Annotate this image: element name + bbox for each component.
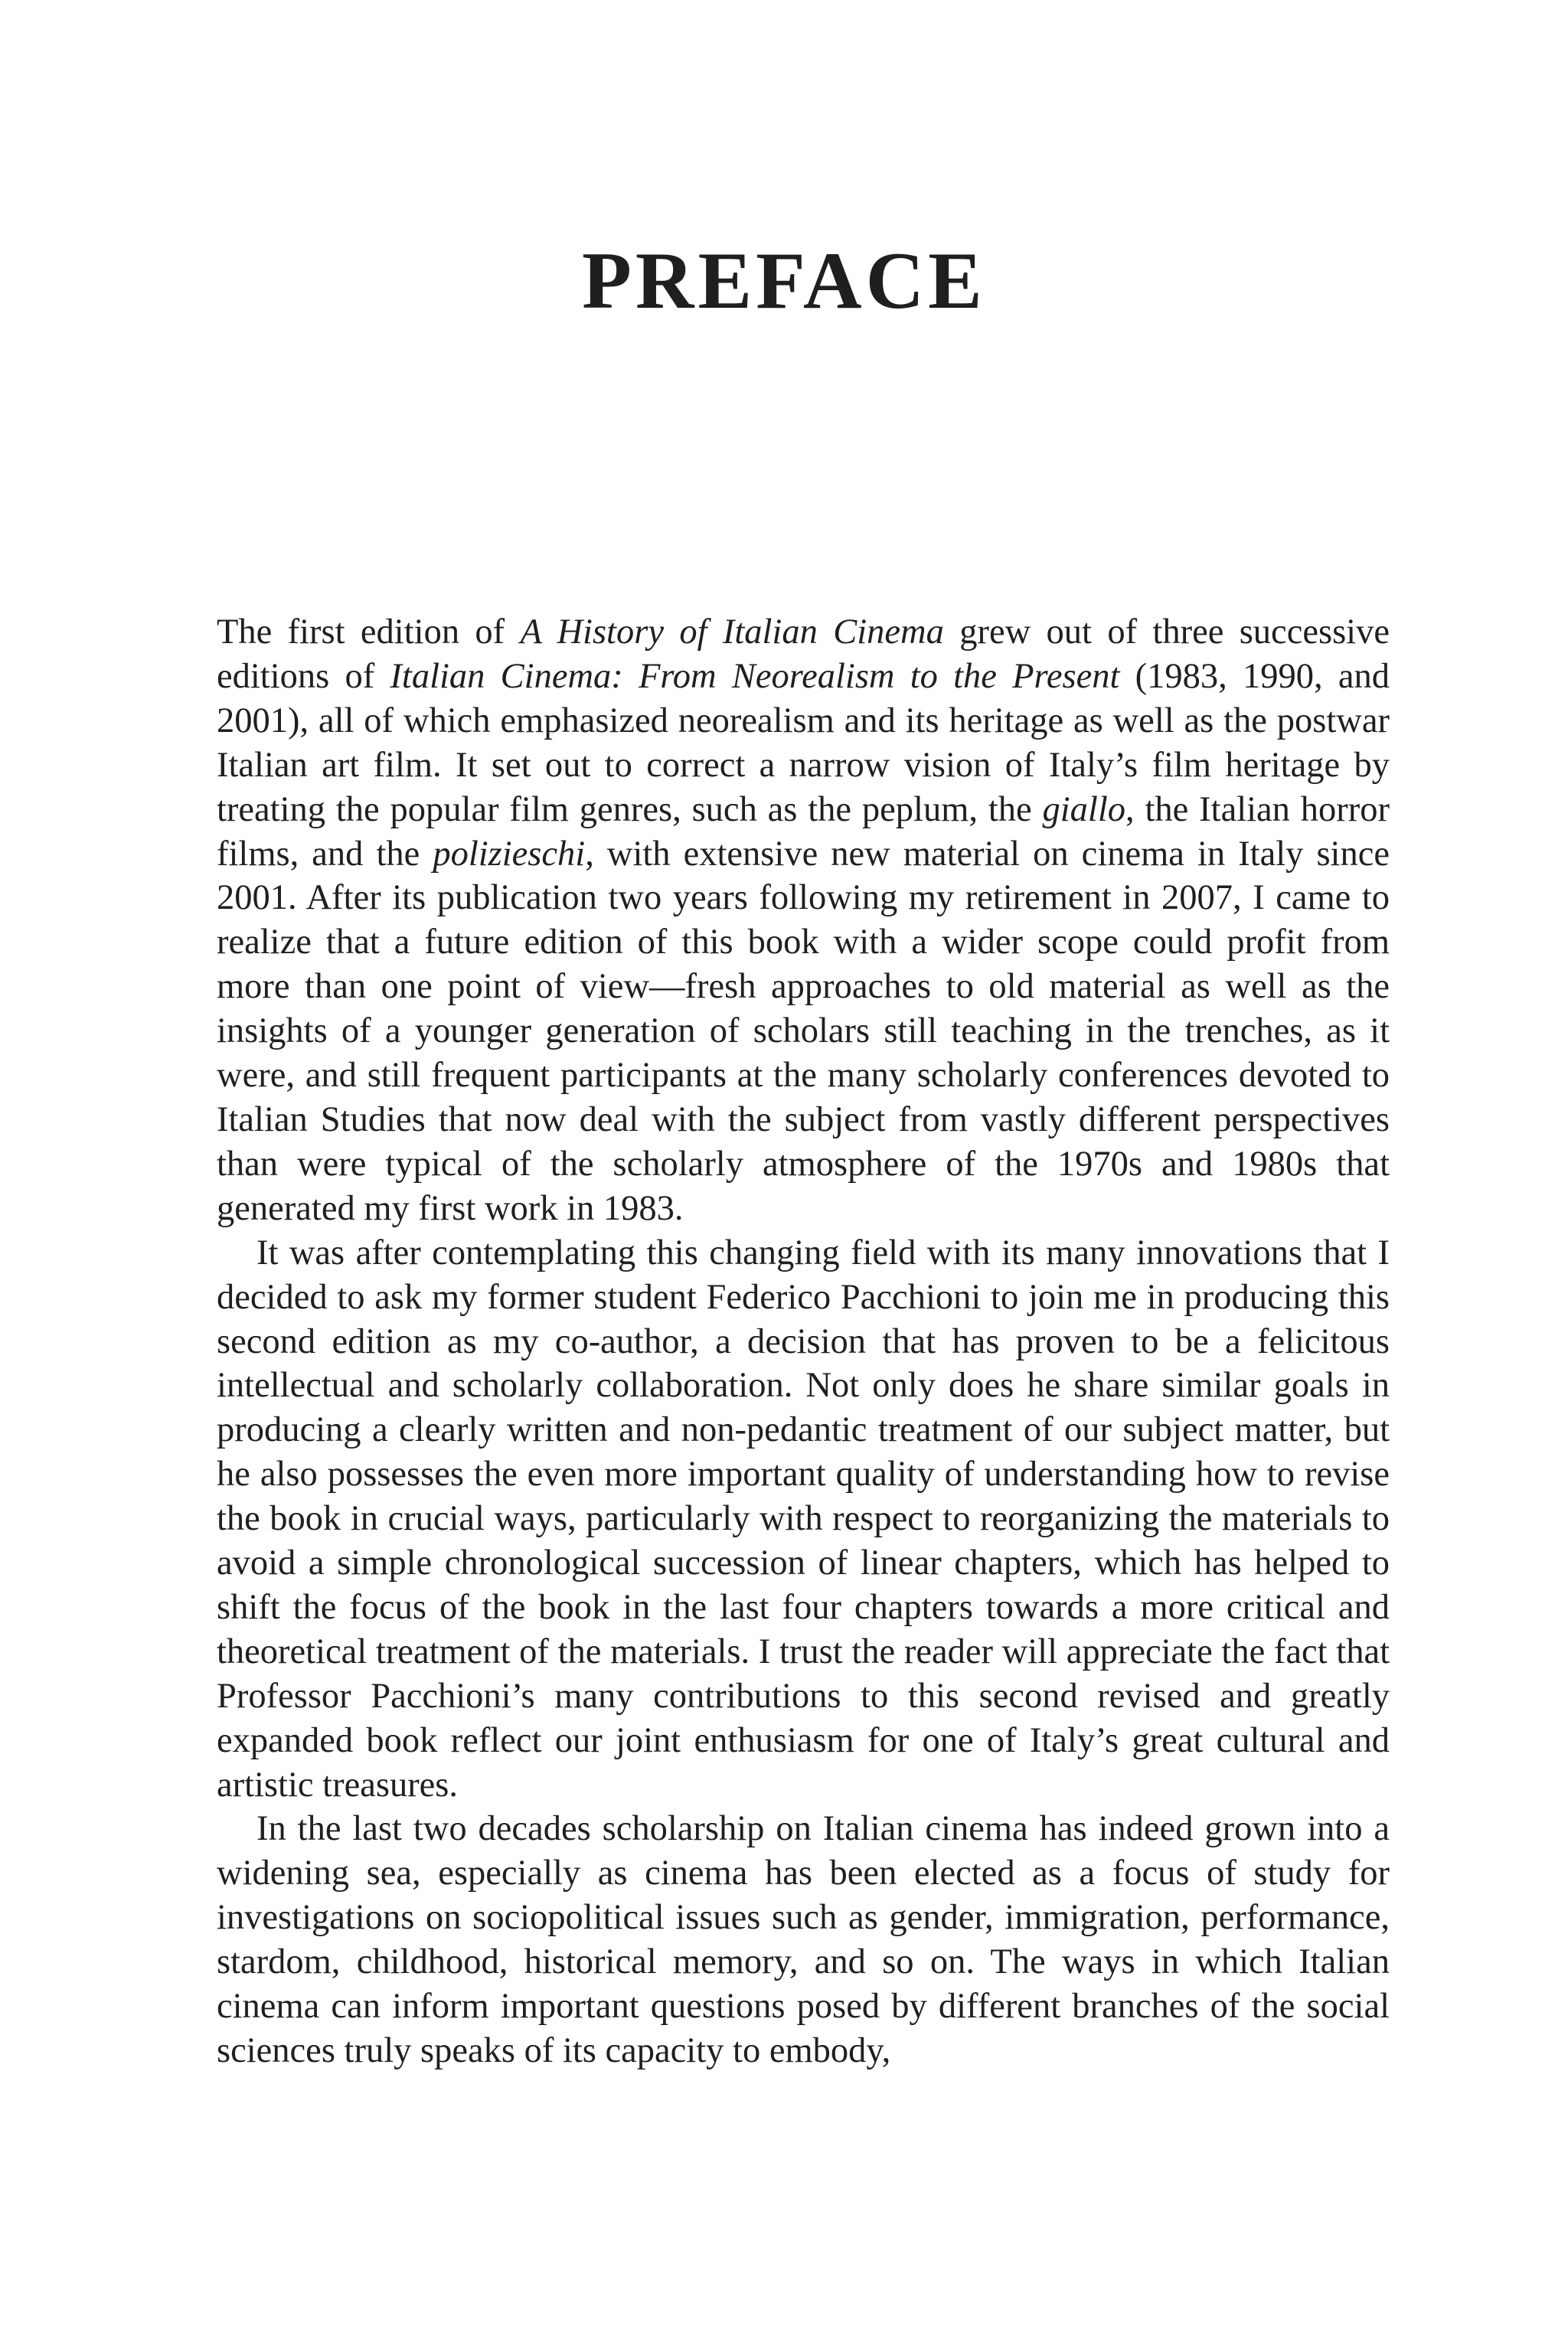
term-giallo: giallo: [1042, 789, 1126, 829]
paragraph-1-text-2: grew out of three successive editions of: [217, 612, 1390, 696]
book-title-a-history-of-italian-cinema: A History of Italian Cinema: [520, 612, 944, 652]
term-polizieschi: polizieschi: [433, 834, 586, 874]
paragraph-2: It was after contemplating this changing field with its many innovations that I decided to ask my former student Federico Pacchioni to join me in producing this second edition as my co-author, a decision that has proven to be a felicitous intellectual and scholarly collaboration. Not only does he share similar goals in producing a clearly written and non-pedantic treatment of our subject matter, but he also possesses the even more important quality of understanding how to revise the book in crucial ways, particularly with respect to reorganizing the materials to avoid a simple chronological succession of linear chapters, which has helped to shift the focus of the book in the last four chapters towards a more critical and theoretical treatment of the materials. I trust the reader will appreciate the fact that Professor Pacchioni’s many contributions to this second revised and greatly expanded book reflect our joint enthusiasm for one of Italy’s great cultural and artistic treasures.: [217, 1233, 1390, 1805]
paragraph-3: In the last two decades scholarship on Italian cinema has indeed grown into a widening sea, especially as cinema has been elected as a focus of study for investigations on sociopolitical issues such as gender, immigration, performance, stardom, childhood, historical memory, and so on. The ways in which Italian cinema can inform important questions posed by different branches of the social sciences truly speaks of its capacity to embody,: [217, 1809, 1390, 2070]
paragraph-1-text-4: , the Italian horror films, and the: [217, 789, 1390, 874]
paragraph-1-text-3: (1983, 1990, and 2001), all of which emphasized neorealism and its heritage as well as the postwar Italian art film. It set out to correct a narrow vision of Italy’s film heritage by treating the popular film genres, such as the peplum, the: [217, 656, 1390, 829]
paragraph-1-text-1: The first edition of: [217, 612, 521, 652]
paragraph-1-text-5: , with extensive new material on cinema in Italy since 2001. After its publication two years following my retirement in 2007, I came to realize that a future edition of this book with a wider scope could profit from more than one point of view—fresh approaches to old material as well as the insights of a younger generation of scholars still teaching in the trenches, as it were, and still frequent participants at the many scholarly conferences devoted to Italian Studies that now deal with the subject from vastly different perspectives than were typical of the scholarly atmosphere of the 1970s and 1980s that generated my first work in 1983.: [217, 834, 1390, 1228]
paragraph-1: [217, 610, 1390, 1231]
preface-body: [217, 610, 1390, 2073]
book-title-italian-cinema-from-neorealism: Italian Cinema: From Neorealism to the Present: [390, 656, 1120, 696]
page-title: PREFACE: [582, 236, 986, 325]
